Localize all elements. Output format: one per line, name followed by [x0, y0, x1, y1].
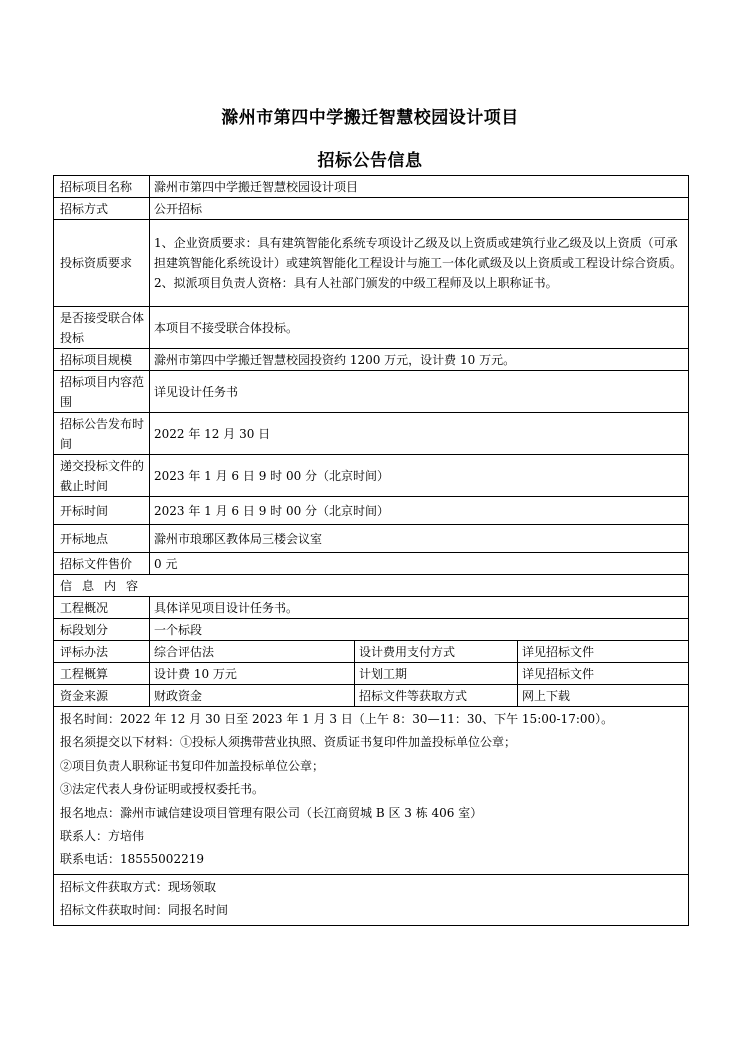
row-value: 滁州市第四中学搬迁智慧校园设计项目 — [150, 176, 689, 198]
table-row — [54, 619, 689, 641]
row-label: 招标项目内容范围 — [54, 371, 150, 413]
table-row — [54, 874, 689, 925]
row-value: 财政资金 — [150, 685, 355, 707]
row-label: 计划工期 — [355, 663, 518, 685]
qualification-requirements — [150, 220, 689, 307]
row-label: 开标时间 — [54, 497, 150, 525]
registration-line: 报名须提交以下材料：①投标人须携带营业执照、资质证书复印件加盖投标单位公章； — [60, 735, 517, 750]
row-label: 递交投标文件的截止时间 — [54, 455, 150, 497]
table-row — [54, 685, 689, 707]
registration-line: 报名地点：滁州市诚信建设项目管理有限公司（长江商贸城 B 区 3 栋 406 室） — [60, 805, 483, 820]
row-value: 本项目不接受联合体投标。 — [150, 307, 689, 349]
qualification-line: 2、拟派项目负责人资格：具有人社部门颁发的中级工程师及以上职称证书。 — [154, 276, 558, 290]
registration-line: ③法定代表人身份证明或授权委托书。 — [60, 782, 265, 797]
table-row — [54, 349, 689, 371]
table-row — [54, 525, 689, 553]
row-value: 2023 年 1 月 6 日 9 时 00 分（北京时间） — [150, 455, 689, 497]
table-row — [54, 497, 689, 525]
row-label: 招标方式 — [54, 198, 150, 220]
row-value: 具体详见项目设计任务书。 — [150, 597, 689, 619]
document-title: 滁州市第四中学搬迁智慧校园设计项目 — [221, 108, 519, 128]
table-row — [54, 220, 689, 307]
row-label: 评标办法 — [54, 641, 150, 663]
registration-line: 联系电话：18555002219 — [60, 852, 204, 867]
table-row — [54, 641, 689, 663]
document-subtitle: 招标公告信息 — [317, 151, 423, 171]
table-row — [54, 455, 689, 497]
row-label: 招标公告发布时间 — [54, 413, 150, 455]
table-row — [54, 307, 689, 349]
registration-line: 联系人：方培伟 — [60, 829, 145, 844]
row-label: 投标资质要求 — [54, 220, 150, 307]
row-label: 招标项目名称 — [54, 176, 150, 198]
row-value: 一个标段 — [150, 619, 689, 641]
row-label: 招标项目规模 — [54, 349, 150, 371]
row-value: 设计费 10 万元 — [150, 663, 355, 685]
row-value: 0 元 — [150, 553, 689, 575]
row-value: 2023 年 1 月 6 日 9 时 00 分（北京时间） — [150, 497, 689, 525]
row-label: 资金来源 — [54, 685, 150, 707]
row-label: 是否接受联合体投标 — [54, 307, 150, 349]
table-row — [54, 371, 689, 413]
acquisition-info — [54, 874, 689, 925]
table-row — [54, 553, 689, 575]
table-row — [54, 176, 689, 198]
registration-line: 报名时间：2022 年 12 月 30 日至 2023 年 1 月 3 日（上午 8：30—11：30、下午 15:00-17:00）。 — [60, 712, 614, 726]
table-row — [54, 413, 689, 455]
registration-info — [54, 707, 689, 875]
row-label: 工程概算 — [54, 663, 150, 685]
row-value: 滁州市第四中学搬迁智慧校园投资约 1200 万元，设计费 10 万元。 — [150, 349, 689, 371]
row-value: 滁州市琅琊区教体局三楼会议室 — [150, 525, 689, 553]
tender-info-table — [53, 175, 689, 926]
table-row — [54, 597, 689, 619]
row-value: 详见招标文件 — [518, 663, 689, 685]
table-row — [54, 575, 689, 597]
row-value: 网上下载 — [518, 685, 689, 707]
row-label: 开标地点 — [54, 525, 150, 553]
row-value: 公开招标 — [150, 198, 689, 220]
row-label: 标段划分 — [54, 619, 150, 641]
table-row — [54, 198, 689, 220]
row-label: 招标文件等获取方式 — [355, 685, 518, 707]
table-row — [54, 663, 689, 685]
qualification-line: 1、企业资质要求：具有建筑智能化系统专项设计乙级及以上资质或建筑行业乙级及以上资质（可承担建筑智能化系统设计）或建筑智能化工程设计与施工一体化贰级及以上资质或工程设计综合资质。 — [154, 236, 683, 270]
row-value: 详见招标文件 — [518, 641, 689, 663]
row-value: 2022 年 12 月 30 日 — [150, 413, 689, 455]
row-label: 工程概况 — [54, 597, 150, 619]
acquisition-line: 招标文件获取时间：同报名时间 — [60, 903, 229, 918]
row-value: 综合评估法 — [150, 641, 355, 663]
table-row — [54, 707, 689, 875]
row-value: 详见设计任务书 — [150, 371, 689, 413]
info-section-header: 信息内容 — [54, 575, 689, 597]
row-label: 设计费用支付方式 — [355, 641, 518, 663]
registration-line: ②项目负责人职称证书复印件加盖投标单位公章； — [60, 758, 325, 773]
acquisition-line: 招标文件获取方式：现场领取 — [60, 879, 217, 894]
row-label: 招标文件售价 — [54, 553, 150, 575]
